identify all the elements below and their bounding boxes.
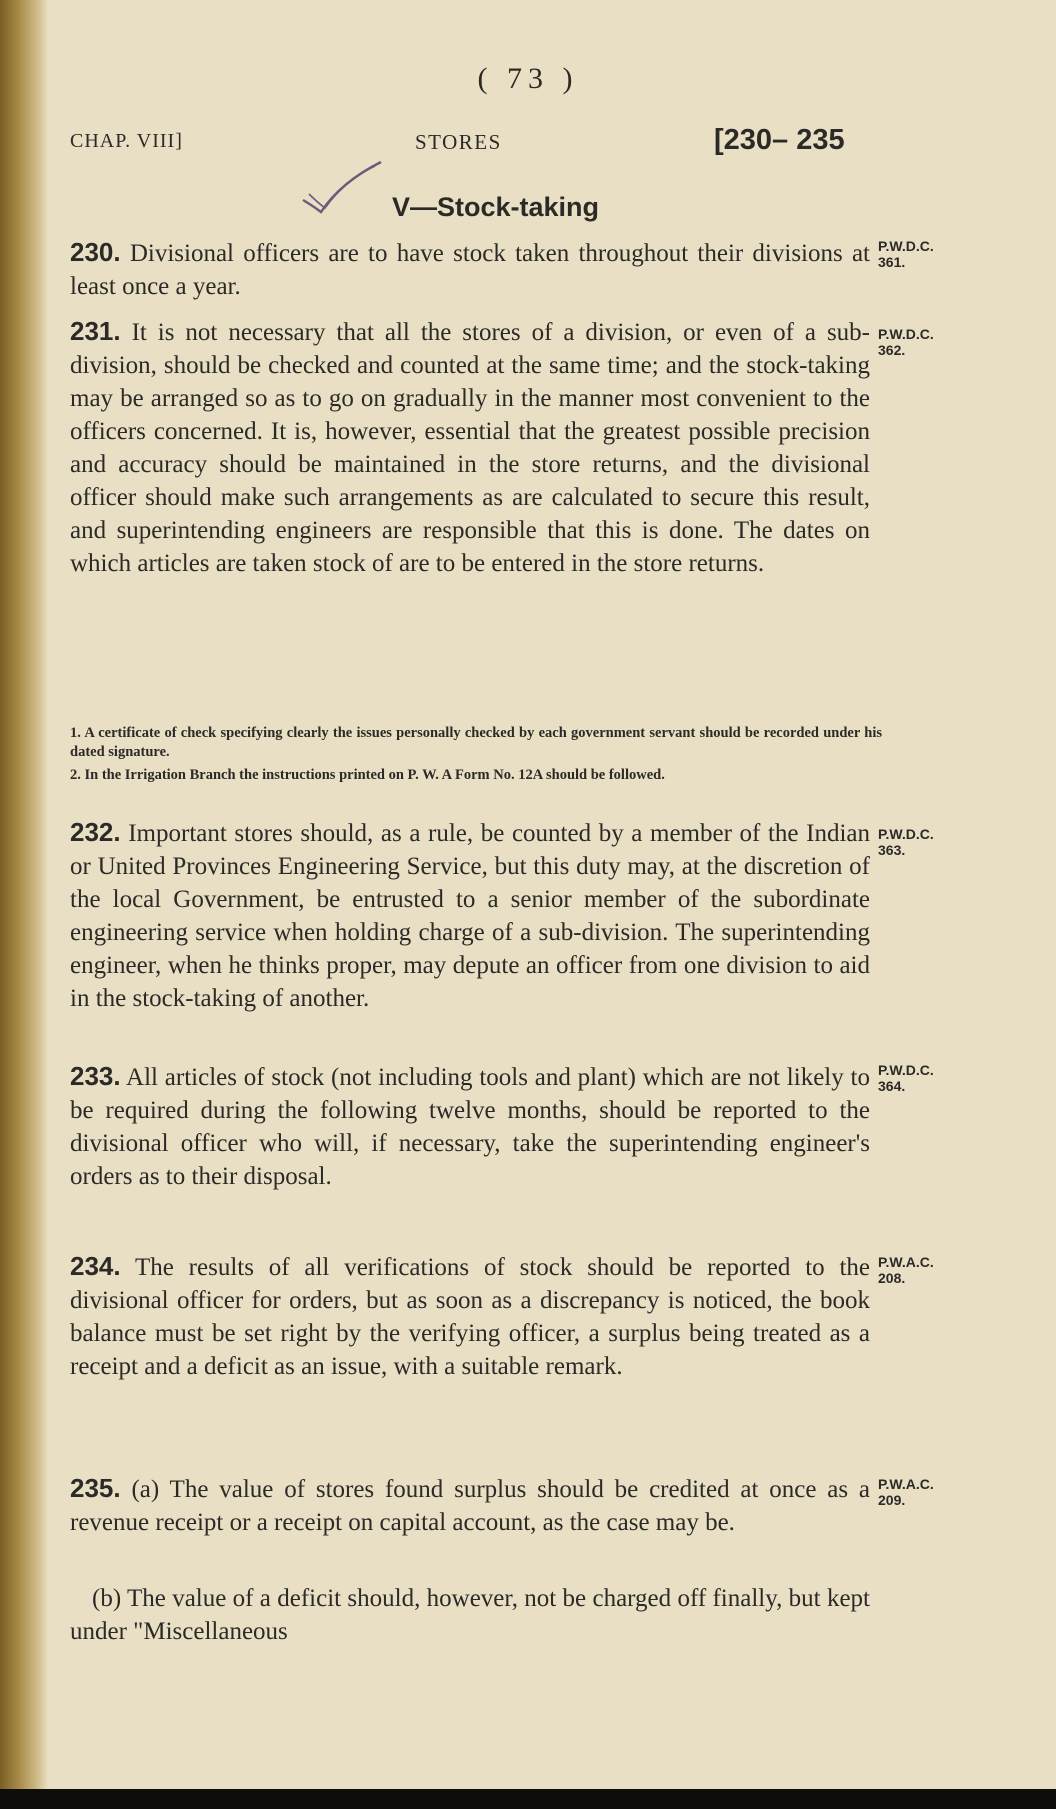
paragraph-number: 235. [70,1473,121,1503]
paragraph-235 [70,1472,870,1539]
margin-ref-code: P.W.A.C. [878,1476,934,1492]
page-number: ( 73 ) [477,62,579,95]
paragraph-text: All articles of stock (not including tools and plant) which are not likely to be required during the following twelve months, should be reported to the divisional officer who will, if necessary, take the superintending engineer's orders as to their disposal. [70,1064,870,1190]
margin-ref-number: 364. [878,1078,906,1094]
margin-ref-code: P.W.A.C. [878,1254,934,1270]
paragraph-232 [70,816,870,1015]
book-spine-shadow [0,0,48,1809]
margin-ref-code: P.W.D.C. [878,238,934,254]
paragraph-text: It is not necessary that all the stores of a division, or even of a sub-division, should be checked and counted at the same time; and the stock-taking may be arranged so as to go on gradually in the manner most convenient to the officers concerned. It is, however, essential that the greatest possible precision and accuracy should be maintained in the store returns, and the divisional officer should make such arrangements as are calculated to secure this result, and superintending engineers are responsible that this is done. The dates on which articles are taken stock of are to be entered in the store returns. [70,319,870,577]
pencil-tick-mark [295,160,385,220]
section-title: V—Stock-taking [392,192,600,222]
margin-ref-number: 361. [878,254,906,270]
margin-ref-code: P.W.D.C. [878,1062,934,1078]
margin-ref-number: 209. [878,1492,906,1508]
paragraph-range: [230– 235 [714,124,845,156]
paragraph-number: 233. [70,1061,121,1091]
footnote-1: 1. A certificate of check specifying clearly the issues personally checked by each government servant should be recorded under his dated signature. [70,725,882,760]
margin-ref-number: 208. [878,1270,906,1286]
paragraph-230 [70,236,870,303]
paragraph-text: The results of all verifications of stock should be reported to the divisional officer for orders, but as soon as a discrepancy is noticed, the book balance must be set right by the verifying officer, a surplus being treated as a receipt and a deficit as an issue, with a suitable remark. [70,1254,870,1380]
running-title: STORES [415,130,502,154]
paragraph-233 [70,1060,870,1193]
margin-reference [878,238,998,270]
margin-reference [878,1254,998,1286]
chapter-header: CHAP. VIII] [70,130,183,152]
paragraph-number: 234. [70,1251,121,1281]
paragraph-text: Divisional officers are to have stock taken throughout their divisions at least once a year. [70,240,870,300]
margin-reference [878,1476,998,1508]
paragraph-number: 232. [70,817,121,847]
margin-ref-code: P.W.D.C. [878,326,934,342]
margin-reference [878,826,998,858]
margin-ref-number: 362. [878,342,906,358]
paragraph-number: 230. [70,237,121,267]
paragraph-234 [70,1250,870,1383]
paragraph-number: 231. [70,316,121,346]
bottom-edge-band [0,1789,1056,1809]
margin-ref-code: P.W.D.C. [878,826,934,842]
margin-reference [878,1062,998,1094]
paragraph-text: (a) The value of stores found surplus should be credited at once as a revenue receipt or a receipt on capital account, as the case may be. [70,1476,871,1536]
margin-ref-number: 363. [878,842,906,858]
footnote-2: 2. In the Irrigation Branch the instructions printed on P. W. A Form No. 12A should be followed. [70,767,665,783]
paragraph-235-b: (b) The value of a deficit should, however, not be charged off finally, but kept under "Miscellaneous [70,1585,870,1645]
margin-reference [878,326,998,358]
paragraph-231 [70,315,870,580]
paragraph-text: Important stores should, as a rule, be counted by a member of the Indian or United Provinces Engineering Service, but this duty may, at the discretion of the local Government, be entrusted to a senior member of the subordinate engineering service when holding charge of a sub-division. The superintending engineer, when he thinks proper, may depute an officer from one division to aid in the stock-taking of another. [70,820,870,1012]
